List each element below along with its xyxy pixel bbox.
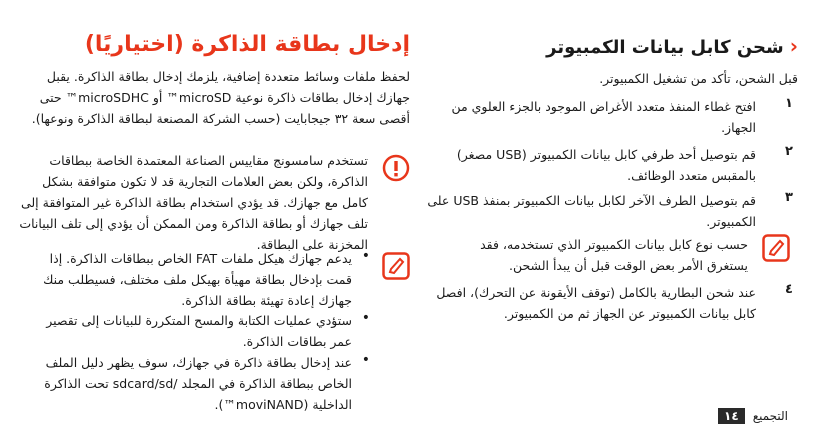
section-title-charging: ‹شحن كابل بيانات الكمبيوتر xyxy=(546,34,798,58)
warning-icon xyxy=(382,154,410,186)
memory-card-intro: لحفظ ملفات وسائط متعددة إضافية، يلزمك إدخال بطاقة الذاكرة. يقبل جهازك إدخال بطاقات ذاكرة نوعية microSD™ أو microSDHC™ حتى أقصى سعة ٣٢ جيجابايت (حسب الشركة المصنعة لبطاقة الذاكرة ونوعها). xyxy=(31,69,410,126)
charging-note: حسب نوع كابل بيانات الكمبيوتر الذي تستخدمه، فقد يستغرق الأمر بعض الوقت قبل أن يبدأ الشحن. xyxy=(438,234,748,276)
manual-page: ‹شحن كابل بيانات الكمبيوتر قبل الشحن، تأكد من تشغيل الكمبيوتر. ١ افتح غطاء المنفذ متعدد الأغراض الموجود بالجزء العلوي من الجهاز. ٢ قم بتوصيل أحد طرفي كابل بيانات الكمبيوتر (USB مصغر) بالمقبس متعدد الوظائف. ٣ قم بتوصيل الطرف الآخر لكابل بيانات الكمبيوتر بمنفذ USB على الكمبيوتر. حسب نوع كابل بيانات الكمبيوتر الذي تستخدمه، فقد يستغرق الأمر بعض الوقت قبل أن يبدأ الشحن. ٤ عند شحن البطارية بالكامل (توقف الأيقونة عن التحرك)، افصل كابل بيانات الكمبيوتر عن الجهاز ثم من الكمبيوتر. إدخال بطاقة الذاكرة (اختياريًا) لحفظ ملفات وسائط متعددة إضافية، يلزمك إدخال بطاقة الذاكرة. يقبل جهازك إدخال بطاقات ذاكرة نوعية microSD™ أو microSDHC™ حتى أقصى سعة ٣٢ جيجابايت (حسب الشركة المصنعة لبطاقة الذاكرة ونوعها). تستخدم سامسونج مقاييس الصناعة المعتمدة الخاصة ببطاقات الذاكرة، ولكن بعض العلامات التجارية قد لا تكون متوافقة بشكل كامل مع جهازك. قد يؤدي استخدام بطاقة الذاكرة غير المتوافقة إلى تلف جهازك أو بطاقة الذاكرة ومن الممكن أن يؤدي إلى تلف البيانات المخزنة على البطاقة. • يدعم جهازك هيكل ملفات FAT الخاص ببطاقات الذاكرة. إذا قمت بإدخال بطاقة مهيأة بهيكل ملف مختلف، فسيطلب منك جهازك إعادة تهيئة بطاقة الذاكرة. • ستؤدي عمليات الكتابة والمسح المتكررة للبيانات إلى تقصير عمر بطاقات الذاكرة. • عند إدخال بطاقة ذاكرة في جهازك، سوف يظهر دليل الملف الخاص ببطاقة الذاكرة في المجلد /sdcard/sd تحت الذاكرة الداخلية (moviNAND™). التجميع ١٤ xyxy=(0,0,818,438)
page-number: ١٤ xyxy=(718,408,745,424)
page-footer xyxy=(718,408,788,424)
charging-intro: قبل الشحن، تأكد من تشغيل الكمبيوتر. xyxy=(599,71,798,86)
note-icon xyxy=(762,234,790,266)
chevron-icon: ‹ xyxy=(789,34,798,58)
section-title-memory-card: إدخال بطاقة الذاكرة (اختياريًا) xyxy=(84,32,410,57)
footer-section-label: التجميع xyxy=(752,409,788,423)
note-icon xyxy=(382,252,410,284)
